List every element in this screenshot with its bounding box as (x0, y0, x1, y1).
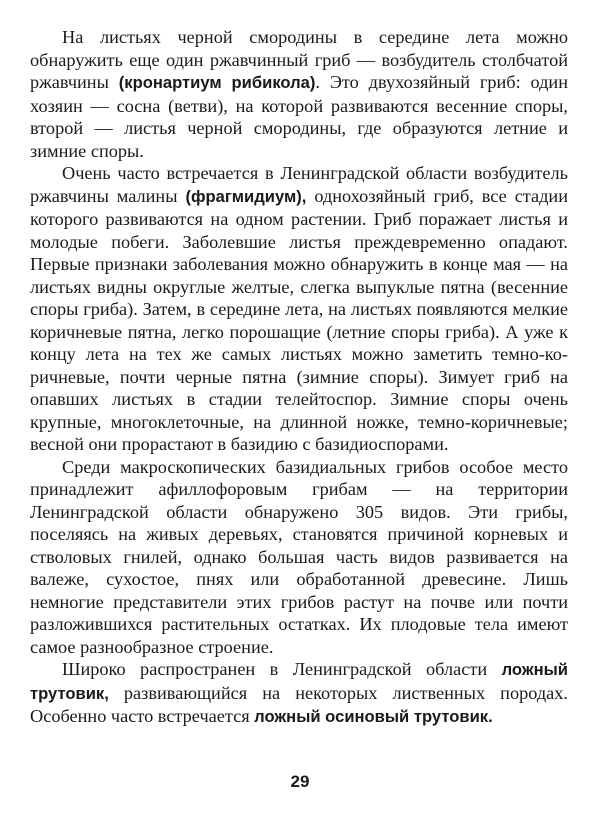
text-run: На листьях черной смородины в середине лета можно обнаружить еще один ржавчинный гриб — возбудитель столбчатой ржавчины (30, 27, 568, 92)
text-run: Широко распространен в Ленинградской области (62, 659, 502, 679)
bold-term: ложный осиновый трутовик. (254, 707, 493, 726)
paragraph (30, 162, 568, 456)
text-run: развивающийся на некоторых лиственных породах. Особенно часто встречается (30, 682, 568, 726)
paragraph (30, 658, 568, 729)
text-run: Очень часто встречается в Ленинградской области возбудитель ржавчины малины (30, 163, 568, 206)
bold-term: (кронартиум рибикола) (118, 73, 316, 92)
paragraph (30, 456, 568, 659)
text-run: . Это двухозяйный гриб: один хозяин — сосна (ветви), на которой развиваются весенние споры, второй — листья черной смородины, где образуются летние и зимние споры. (30, 72, 568, 161)
text-run: Среди макроскопических базидиальных грибов особое место принадлежит афиллофоровым грибам — на территории Ленинградской области обнаружено 305 видов. Эти грибы, поселяясь на живых деревьях, становятся причиной корневых и стволовых гнилей, однако большая часть видов развивается на валеже, сухостое, пнях или обработанной древесине. Лишь немногие представители этих грибов растут на почве или почти разложившихся растительных остатках. Их плодовые тела имеют самое разнообразное строение. (30, 456, 568, 657)
body-text (30, 26, 568, 729)
text-run: однохозяйный гриб, все стадии которого развиваются на одном растении. Гриб поражает листья и молодые побеги. Заболевшие листья преждевременно опадают. Первые признаки заболевания можно обнаружить в конце мая — на листьях видны округлые желтые, слегка выпуклые пятна (весенние споры гриба). Затем, в середине лета, на листьях появляются мелкие коричневые пятна, легко порошащие (летние споры гриба). А уже к концу лета на тех же самых листьях можно заметить темно-коричневые, почти черные пятна (зимние споры). Зимует гриб на опавших листьях в стадии телейтоспор. Зимние споры очень крупные, многоклеточные, на длинной ножке, темно-коричневые; весной они прорастают в базидию с базидиоспорами. (30, 185, 568, 454)
paragraph (30, 26, 568, 162)
bold-term: (фрагмидиум), (185, 186, 307, 206)
document-page (30, 26, 568, 729)
bold-term: ложный трутовик, (30, 660, 568, 703)
page-number: 29 (290, 772, 310, 791)
